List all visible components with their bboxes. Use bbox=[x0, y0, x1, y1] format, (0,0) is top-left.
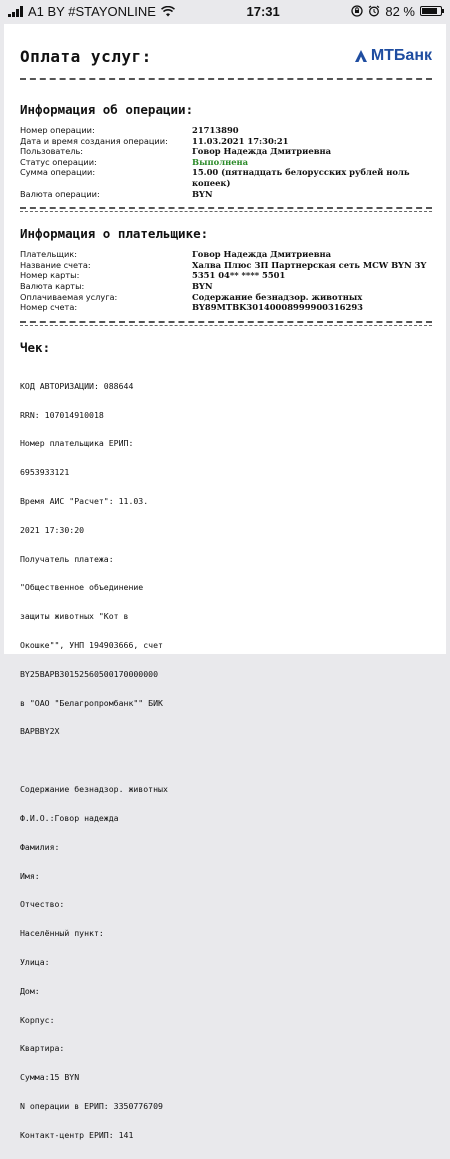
payer-section-title: Информация о плательщике: bbox=[20, 226, 209, 242]
divider bbox=[20, 211, 432, 212]
info-label: Плательщик: bbox=[20, 249, 78, 260]
battery-icon bbox=[420, 6, 442, 16]
cheque-line: Населённый пункт: bbox=[20, 928, 104, 939]
status-bar-right bbox=[351, 4, 442, 19]
bank-logo-text: МТБанк bbox=[370, 47, 432, 64]
info-row bbox=[20, 292, 432, 303]
cheque-line: Получатель платежа: bbox=[20, 553, 114, 564]
info-row bbox=[20, 125, 432, 136]
info-label: Номер карты: bbox=[20, 270, 80, 281]
cheque-line: в "ОАО "Белагропромбанк"" БИК bbox=[20, 697, 163, 708]
info-row bbox=[20, 157, 432, 168]
info-row bbox=[20, 260, 432, 271]
divider bbox=[20, 321, 432, 323]
wifi-icon bbox=[161, 6, 175, 17]
divider bbox=[20, 325, 432, 326]
receipt-header bbox=[20, 42, 432, 70]
info-value: BYN bbox=[192, 280, 213, 291]
receipt-document bbox=[4, 24, 446, 1140]
info-value: 5351 04** **** 5501 bbox=[192, 270, 286, 281]
cheque-line: Время АИС "Расчет": 11.03. bbox=[20, 496, 149, 507]
clock: 17:31 bbox=[246, 3, 280, 19]
cheque-line: 2021 17:30:20 bbox=[20, 524, 85, 535]
cheque-line: КОД АВТОРИЗАЦИИ: 088644 bbox=[20, 380, 134, 391]
divider bbox=[20, 78, 432, 80]
info-value: Говор Надежда Дмитриевна bbox=[192, 249, 332, 260]
operation-info bbox=[20, 125, 432, 199]
carrier-name: A1 BY #STAYONLINE bbox=[28, 3, 156, 19]
info-row bbox=[20, 167, 432, 188]
cheque-line: Сумма:15 BYN bbox=[20, 1072, 80, 1083]
cheque-line: BAPBBY2X bbox=[20, 726, 60, 737]
cheque-text bbox=[20, 363, 220, 1159]
cheque-line: Имя: bbox=[20, 870, 40, 881]
cheque-line: "Общественное объединение bbox=[20, 582, 144, 593]
info-label: Оплачиваемая услуга: bbox=[20, 291, 118, 302]
info-value: BYN bbox=[192, 188, 213, 199]
cheque-line: RRN: 107014910018 bbox=[20, 409, 104, 420]
info-row bbox=[20, 302, 432, 313]
cheque-line: Ф.И.О.:Говор надежда bbox=[20, 813, 119, 824]
signal-icon bbox=[8, 6, 23, 17]
info-value: BY89MTBK30140008999900316293 bbox=[192, 302, 363, 313]
cheque-line: BY25BAPB30152560500170000000 bbox=[20, 668, 159, 679]
divider bbox=[20, 207, 432, 209]
info-row bbox=[20, 270, 432, 281]
info-label: Статус операции: bbox=[20, 156, 97, 167]
cheque-line: Фамилия: bbox=[20, 841, 60, 852]
cheque-line: Окошке"", УНП 194903666, счет bbox=[20, 639, 163, 650]
page-title: Оплата услуг: bbox=[20, 46, 152, 66]
alarm-icon bbox=[368, 5, 380, 17]
info-label: Пользователь: bbox=[20, 146, 84, 157]
info-label: Валюта операции: bbox=[20, 188, 100, 199]
info-value: Говор Надежда Дмитриевна bbox=[192, 146, 332, 157]
info-label: Название счета: bbox=[20, 259, 91, 270]
info-label: Номер операции: bbox=[20, 125, 95, 135]
info-row bbox=[20, 249, 432, 260]
cheque-line: Квартира: bbox=[20, 1043, 65, 1054]
cheque-line: 6953933121 bbox=[20, 467, 70, 478]
operation-section-title: Информация об операции: bbox=[20, 102, 194, 117]
bank-logo bbox=[354, 47, 432, 65]
cheque-line: защиты животных "Кот в bbox=[20, 611, 129, 622]
orientation-lock-icon bbox=[351, 5, 363, 17]
spacer bbox=[20, 756, 220, 766]
info-value: Содержание безнадзор. животных bbox=[192, 291, 363, 302]
info-row bbox=[20, 136, 432, 147]
info-row bbox=[20, 189, 432, 200]
battery-percent: 82 % bbox=[385, 3, 415, 19]
info-value: 15.00 (пятнадцать белорусских рублей ноль копеек) bbox=[192, 167, 410, 188]
cheque-line: Номер плательщика ЕРИП: bbox=[20, 438, 134, 449]
info-row bbox=[20, 281, 432, 292]
status-value: Выполнена bbox=[192, 156, 249, 167]
cheque-line: Контакт-центр ЕРИП: 141 bbox=[20, 1129, 134, 1140]
cheque-line: Содержание безнадзор. животных bbox=[20, 784, 168, 795]
cheque-line: Улица: bbox=[20, 956, 50, 967]
bank-logo-icon bbox=[354, 49, 368, 63]
cheque-line: N операции в ЕРИП: 3350776709 bbox=[20, 1100, 163, 1111]
cheque-line: Отчество: bbox=[20, 899, 65, 910]
info-row bbox=[20, 146, 432, 157]
battery-level bbox=[422, 8, 437, 14]
info-value: 21713890 bbox=[192, 125, 239, 135]
status-bar-left bbox=[8, 4, 175, 19]
cheque-line: Корпус: bbox=[20, 1014, 55, 1025]
info-value: 11.03.2021 17:30:21 bbox=[192, 135, 289, 146]
payer-info bbox=[20, 249, 432, 313]
info-value: Халва Плюс ЗП Партнерская сеть MCW BYN 3Y bbox=[192, 259, 427, 270]
info-label: Сумма операции: bbox=[20, 167, 96, 178]
status-bar bbox=[0, 0, 450, 22]
info-label: Номер счета: bbox=[20, 302, 78, 313]
info-label: Валюта карты: bbox=[20, 280, 85, 291]
cheque-title: Чек: bbox=[20, 339, 51, 355]
info-label: Дата и время создания операции: bbox=[20, 135, 168, 146]
cheque-line: Дом: bbox=[20, 985, 40, 996]
